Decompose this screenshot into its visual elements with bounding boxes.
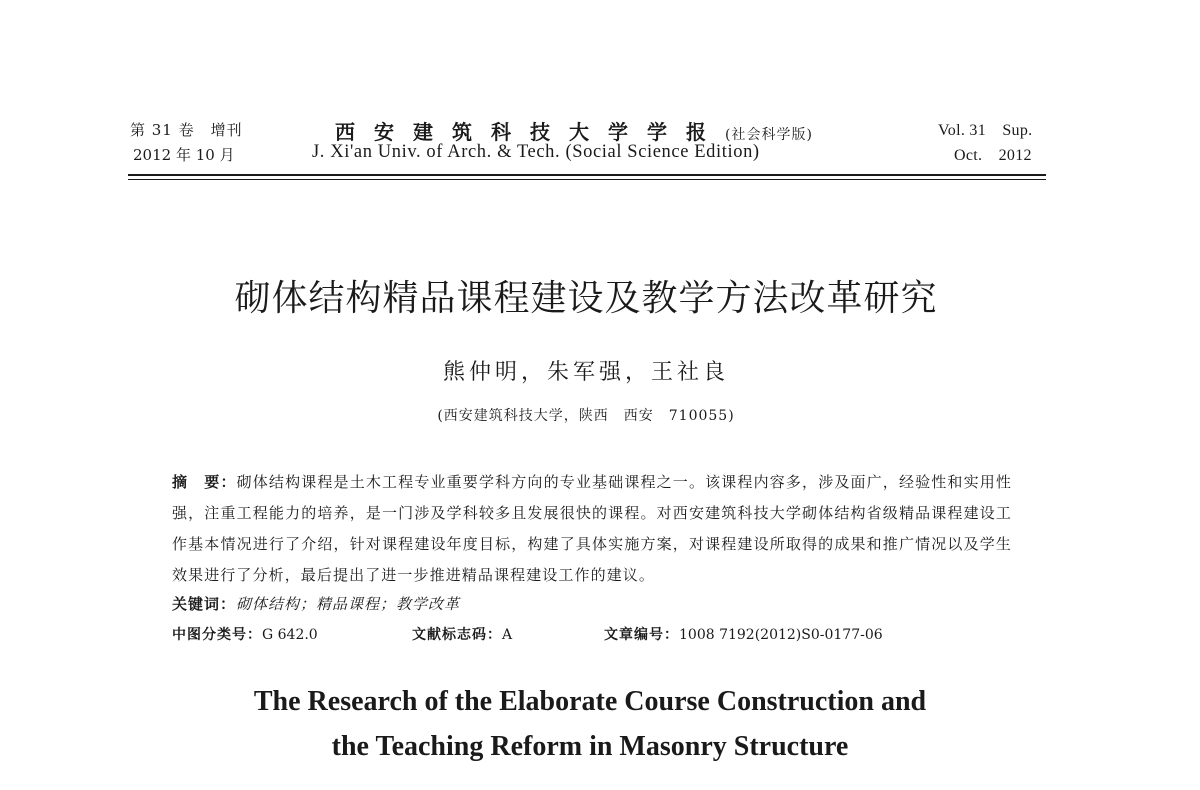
header-rule-thin [128, 179, 1046, 180]
journal-title-en: J. Xi'an Univ. of Arch. & Tech. (Social Science Edition) [312, 142, 760, 162]
article-title-en-line1: The Research of the Elaborate Course Construction and [253, 686, 927, 717]
abstract [172, 467, 1012, 591]
journal-title-cn-main: 西安建筑科技大学学报 [335, 120, 725, 144]
doc-code-label: 文献标志码： [412, 627, 502, 643]
keywords-row [172, 593, 460, 614]
article-title-cn: 砌体结构精品课程建设及教学方法改革研究 [234, 278, 938, 319]
clc-label: 中图分类号： [172, 627, 262, 643]
clc-value: G 642.0 [262, 627, 318, 643]
keywords-label: 关键词： [172, 595, 237, 613]
journal-title-cn-edition: (社会科学版) [725, 127, 813, 143]
article-no-cell [604, 624, 883, 644]
volume-en: Vol. 31 Sup. [938, 122, 1033, 139]
publication-date: 2012 年 10 月 [133, 146, 235, 164]
article-no-label: 文章编号： [604, 627, 679, 643]
clc-cell [172, 624, 318, 644]
journal-title-cn [335, 116, 813, 145]
doc-code-value: A [502, 627, 513, 643]
abstract-label: 摘 要： [172, 473, 237, 491]
doc-code-cell [412, 624, 512, 644]
header-rule-thick [128, 174, 1046, 176]
article-title-en-line2: the Teaching Reform in Masonry Structure [331, 731, 849, 762]
abstract-text: 砌体结构课程是土木工程专业重要学科方向的专业基础课程之一。该课程内容多，涉及面广，经验性和实用性强，注重工程能力的培养，是一门涉及学科较多且发展很快的课程。对西安建筑科技大学砌体结构省级精品课程建设工作基本情况进行了介绍，针对课程建设年度目标，构建了具体实施方案，对课程建设所取得的成果和推广情况以及学生效果进行了分析，最后提出了进一步推进精品课程建设工作的建议。 [172, 473, 1012, 584]
author-affiliation: (西安建筑科技大学，陕西 西安 710055) [437, 408, 735, 424]
keywords-value: 砌体结构；精品课程；教学改革 [236, 595, 461, 613]
volume-issue: 第 31 卷 增刊 [130, 121, 243, 139]
article-no-value: 1008 7192(2012)S0-0177-06 [679, 627, 883, 643]
author-list: 熊仲明，朱军强，王社良 [442, 360, 729, 385]
date-en: Oct. 2012 [954, 147, 1032, 164]
